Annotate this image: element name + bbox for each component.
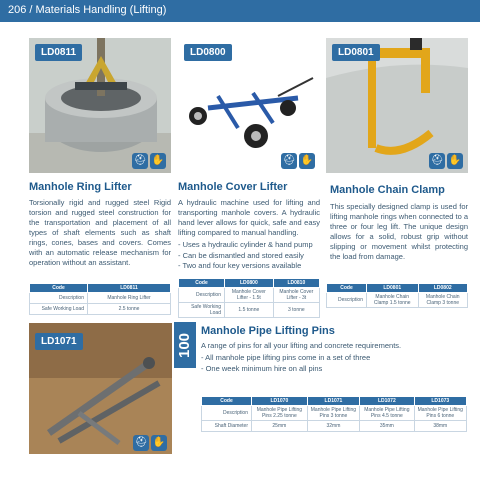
table-cell: 2.5 tonne <box>88 304 171 315</box>
row-label: Description <box>179 288 225 303</box>
table-header: LD0810 <box>273 279 319 288</box>
table-row <box>179 303 320 318</box>
list-item: - Can be dismantled and stored easily <box>178 251 320 262</box>
table-cell: Manhole Pipe Lifting Pins 2.25 tonne <box>252 406 308 421</box>
product-badge: LD1071 <box>35 333 83 350</box>
table-row <box>327 293 468 308</box>
product-badge: LD0811 <box>35 44 82 61</box>
row-label: Description <box>30 293 88 304</box>
chain-clamp-photo <box>326 38 468 173</box>
product-title: Manhole Cover Lifter <box>178 181 288 193</box>
hard-hat-icon: ⛑ <box>132 153 148 169</box>
hard-hat-icon: ⛑ <box>133 435 149 451</box>
table-header: LD1073 <box>414 397 466 406</box>
table-row <box>30 304 171 315</box>
table-header: LD0801 <box>367 284 419 293</box>
list-item: - Two and four key versions available <box>178 261 320 272</box>
ring-lifter-photo <box>29 38 171 173</box>
list-item: - Uses a hydraulic cylinder & hand pump <box>178 240 320 251</box>
list-item: - One week minimum hire on all pins <box>201 364 471 375</box>
product-description: Torsionally rigid and rugged steel Rigid torsion and rugged steel construction for the transportation and placement of all types of shaft elements such as shaft rings, cones, bases and covers. Comes with an automatic release mechanism for operation without an assistant. <box>29 198 171 267</box>
product-description: A range of pins for all your lifting and concrete requirements. <box>201 341 402 350</box>
page-header <box>0 0 480 22</box>
table-cell: Manhole Cover Lifter - 1.5t <box>225 288 274 303</box>
table-cell: Manhole Pipe Lifting Pins 4.5 tonne <box>360 406 414 421</box>
product-title: Manhole Ring Lifter <box>29 181 132 193</box>
table-header: Code <box>202 397 252 406</box>
table-header: LD1072 <box>360 397 414 406</box>
product-title: Manhole Pipe Lifting Pins <box>201 325 335 337</box>
table-cell: Manhole Cover Lifter - 3t <box>273 288 319 303</box>
table-cell: Manhole Pipe Lifting Pins 6 tonne <box>414 406 466 421</box>
table-header: Code <box>30 284 88 293</box>
product-title: Manhole Chain Clamp <box>330 184 445 196</box>
table-header: LD1070 <box>252 397 308 406</box>
table-header: Code <box>327 284 367 293</box>
table-cell: 32mm <box>307 421 359 432</box>
spec-table-ring-lifter <box>29 283 171 315</box>
side-number-badge: 100 <box>174 322 196 368</box>
gloves-icon: ✋ <box>447 153 463 169</box>
table-header: LD1071 <box>307 397 359 406</box>
list-item: - All manhole pipe lifting pins come in a set of three <box>201 353 471 364</box>
product-description: A hydraulic machine used for lifting and transporting manhole covers. A hydraulic hand lever allows for quick, safe and easy lifting compared to manual handling. <box>178 198 320 237</box>
table-cell: 38mm <box>414 421 466 432</box>
table-cell: 1.5 tonne <box>225 303 274 318</box>
table-row <box>179 288 320 303</box>
table-header: Code <box>179 279 225 288</box>
product-badge: LD0800 <box>184 44 232 61</box>
row-label: Safe Working Load <box>179 303 225 318</box>
hard-hat-icon: ⛑ <box>429 153 445 169</box>
table-cell: Manhole Pipe Lifting Pins 3 tonne <box>307 406 359 421</box>
gloves-icon: ✋ <box>299 153 315 169</box>
pipe-pins-photo <box>29 323 172 454</box>
table-cell: Manhole Chain Clamp 1.5 tonne <box>367 293 419 308</box>
table-row <box>202 406 467 421</box>
table-cell: 35mm <box>360 421 414 432</box>
cover-lifter-photo <box>178 38 320 173</box>
gloves-icon: ✋ <box>151 435 167 451</box>
feature-list <box>201 353 471 374</box>
product-badge: LD0801 <box>332 44 380 61</box>
row-label: Safe Working Load <box>30 304 88 315</box>
row-label: Shaft Diameter <box>202 421 252 432</box>
table-row <box>30 293 171 304</box>
table-header: LD0811 <box>88 284 171 293</box>
page-label: 206 / Materials Handling (Lifting) <box>8 4 167 16</box>
table-header: LD0802 <box>418 284 468 293</box>
spec-table-cover-lifter <box>178 278 320 318</box>
table-cell: 25mm <box>252 421 308 432</box>
feature-list <box>178 240 320 272</box>
table-header: LD0800 <box>225 279 274 288</box>
gloves-icon: ✋ <box>150 153 166 169</box>
table-cell: Manhole Chain Clamp 3 tonne <box>418 293 468 308</box>
table-cell: Manhole Ring Lifter <box>88 293 171 304</box>
table-cell: 3 tonne <box>273 303 319 318</box>
hard-hat-icon: ⛑ <box>281 153 297 169</box>
row-label: Description <box>327 293 367 308</box>
table-row <box>202 421 467 432</box>
spec-table-pipe-pins <box>201 396 467 432</box>
product-description: This specially designed clamp is used for lifting manhole rings when connected to a three or four leg lift. The unique design allows for a solid, robust grip without slipping or movement whilst protecting the load from damage. <box>330 202 469 261</box>
spec-table-chain-clamp <box>326 283 468 308</box>
row-label: Description <box>202 406 252 421</box>
